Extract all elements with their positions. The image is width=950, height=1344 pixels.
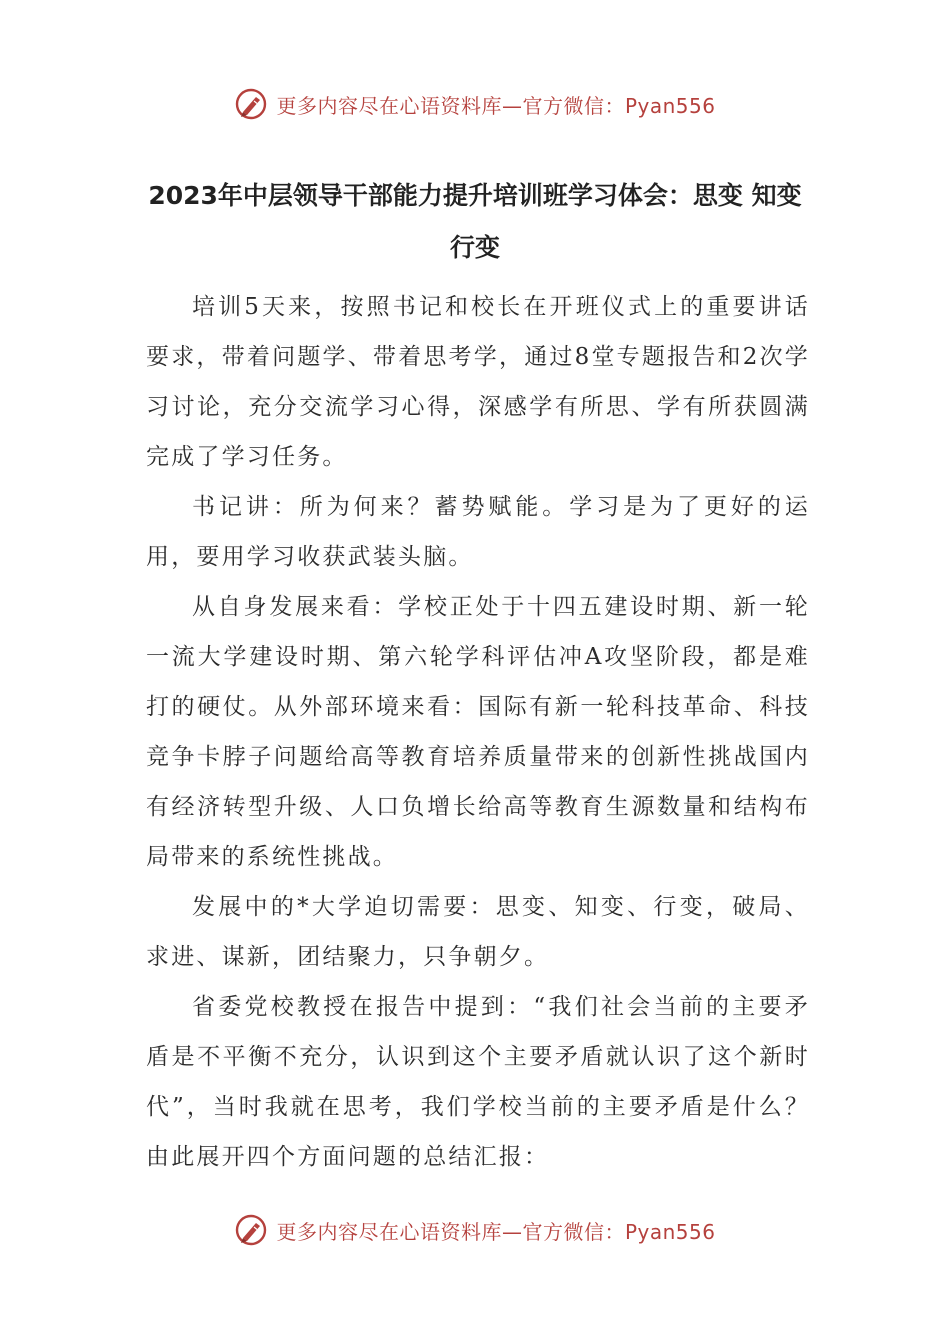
paragraph: 从自身发展来看：学校正处于十四五建设时期、新一轮一流大学建设时期、第六轮学科评估冲A攻坚阶段，都是难打的硬仗。从外部环境来看：国际有新一轮科技革命、科技竞争卡脖子问题给高等教育培养质量带来的创新性挑战国内有经济转型升级、人口负增长给高等教育生源数量和结构布局带来的系统性挑战。 [146, 594, 810, 870]
paragraph: 培训5天来，按照书记和校长在开班仪式上的重要讲话要求，带着问题学、带着思考学，通过8堂专题报告和2次学习讨论，充分交流学习心得，深感学有所思、学有所获圆满完成了学习任务。 [146, 294, 810, 470]
paragraph: 省委党校教授在报告中提到：“我们社会当前的主要矛盾是不平衡不充分，认识到这个主要矛盾就认识了这个新时代”，当时我就在思考，我们学校当前的主要矛盾是什么？由此展开四个方面问题的总结汇报： [146, 994, 810, 1170]
paragraph: 书记讲：所为何来？蓄势赋能。学习是为了更好的运用，要用学习收获武装头脑。 [146, 494, 810, 570]
watermark-text: 更多内容尽在心语资料库—官方微信：Pyan556 [276, 93, 716, 118]
pen-logo-icon [234, 1213, 268, 1247]
paragraph: 发展中的*大学迫切需要：思变、知变、行变，破局、求进、谋新，团结聚力，只争朝夕。 [146, 894, 810, 970]
pen-logo-icon [234, 87, 268, 121]
document-title: 2023年中层领导干部能力提升培训班学习体会：思变 知变 行变 [148, 181, 802, 262]
header-watermark [0, 84, 950, 124]
watermark-text: 更多内容尽在心语资料库—官方微信：Pyan556 [276, 1219, 716, 1244]
footer-watermark [0, 1210, 950, 1250]
document-body [146, 282, 810, 1182]
